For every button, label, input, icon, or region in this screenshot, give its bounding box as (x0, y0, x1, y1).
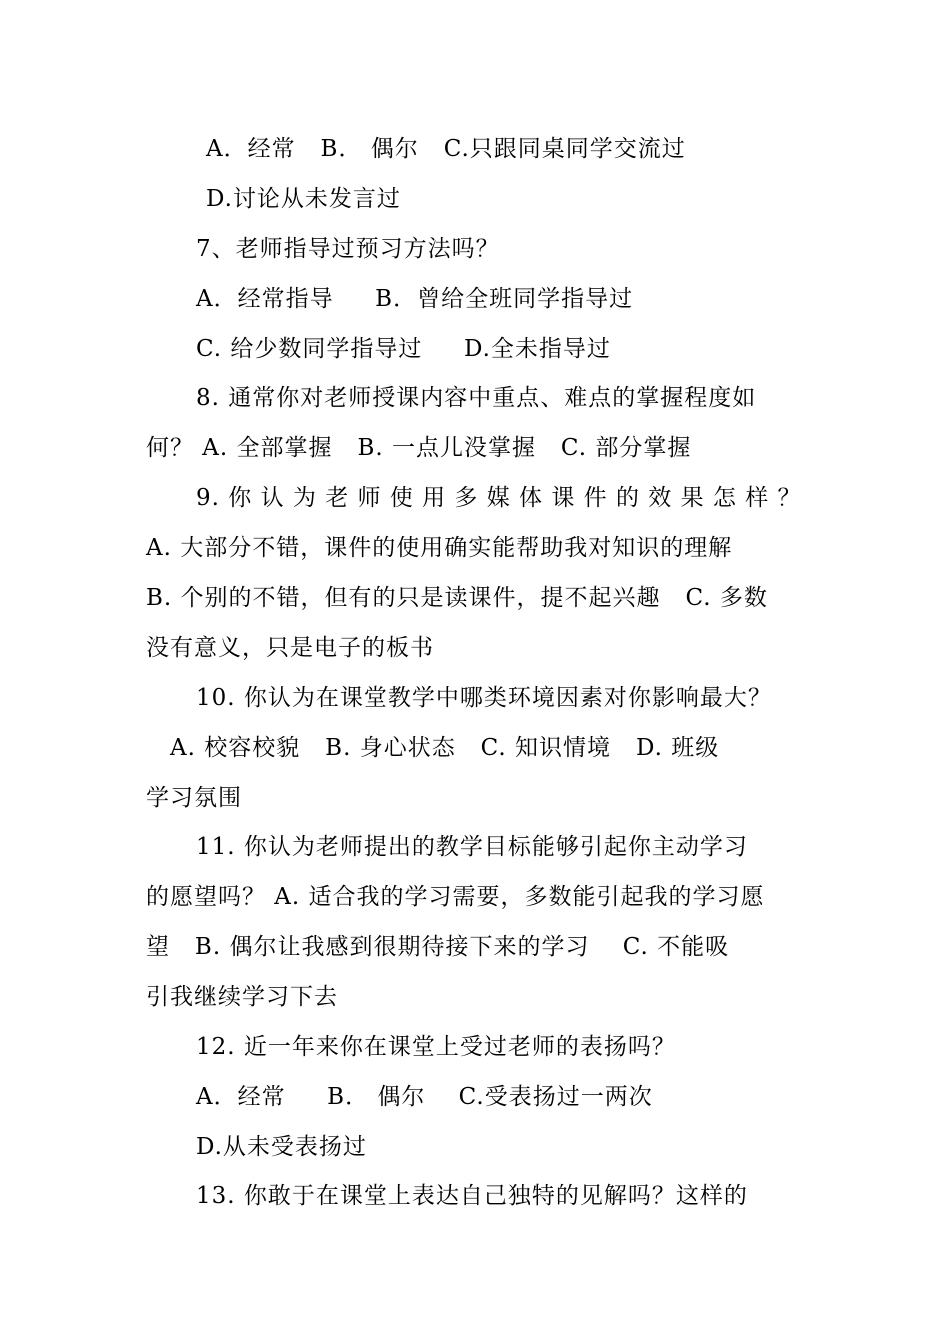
q7-options-line2: C. 给少数同学指导过 D.全未指导过 (196, 336, 611, 362)
q11-question-line4: 引我继续学习下去 (146, 984, 338, 1010)
q12-question: 12. 近一年来你在课堂上受过老师的表扬吗？ (196, 1034, 676, 1060)
q10-options: A. 校容校貌 B. 身心状态 C. 知识情境 D. 班级 (170, 735, 720, 761)
q9-option-a: A. 大部分不错，课件的使用确实能帮助我对知识的理解 (146, 535, 733, 561)
q10-options-cont: 学习氛围 (146, 785, 242, 811)
q12-options-line1: A．经常 B． 偶尔 C.受表扬过一两次 (196, 1084, 653, 1110)
q8-question-line1: 8. 通常你对老师授课内容中重点、难点的掌握程度如 (196, 385, 757, 411)
q9-option-b: B. 个别的不错，但有的只是读课件，提不起兴趣 C. 多数 (146, 585, 768, 611)
q13-question-line1: 13. 你敢于在课堂上表达自己独特的见解吗？这样的 (196, 1183, 748, 1209)
q11-question-line1: 11. 你认为老师提出的教学目标能够引起你主动学习 (196, 834, 748, 860)
q6-options-line2: D.讨论从未发言过 (206, 186, 401, 212)
q12-options-line2: D.从未受表扬过 (196, 1134, 367, 1160)
q10-question: 10. 你认为在课堂教学中哪类环境因素对你影响最大？ (196, 685, 772, 711)
q11-question-line3: 望 B. 偶尔让我感到很期待接下来的学习 C. 不能吸 (146, 934, 730, 960)
q9-question-line1: 9. 你 认 为 老 师 使 用 多 媒 体 课 件 的 效 果 怎 样 ？ (196, 485, 802, 511)
q6-options-line1: A．经常 B． 偶尔 C.只跟同桌同学交流过 (206, 136, 686, 162)
q7-options-line1: A．经常指导 B．曾给全班同学指导过 (196, 286, 634, 312)
q7-question: 7、老师指导过预习方法吗？ (196, 236, 500, 262)
q8-question-line2: 何？ A. 全部掌握 B. 一点儿没掌握 C. 部分掌握 (146, 435, 692, 461)
q9-option-c-cont: 没有意义，只是电子的板书 (146, 635, 434, 661)
q11-question-line2: 的愿望吗？ A. 适合我的学习需要，多数能引起我的学习愿 (146, 884, 765, 910)
